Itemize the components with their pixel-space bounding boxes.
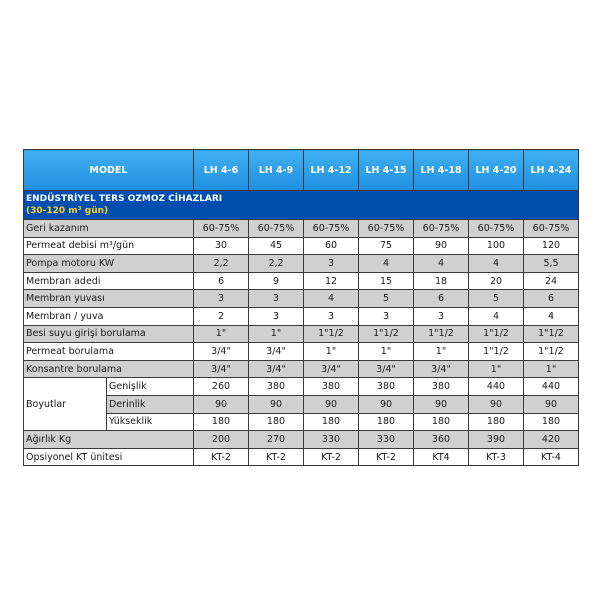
table-row (24, 272, 579, 290)
table-cell: 1"1/2 (359, 325, 414, 343)
table-cell: 5,5 (524, 255, 579, 273)
header-row (24, 150, 579, 191)
table-cell: 3 (249, 290, 304, 308)
table-cell: 1" (194, 325, 249, 343)
table-cell: 380 (304, 378, 359, 396)
model-header-cell: LH 4-18 (414, 150, 469, 191)
table-cell: 3/4" (249, 360, 304, 378)
table-cell: 1"1/2 (304, 325, 359, 343)
table-cell: 60-75% (414, 220, 469, 238)
table-row (24, 395, 579, 413)
table-cell: 3 (304, 307, 359, 325)
table-cell: 90 (414, 395, 469, 413)
model-header: MODEL (24, 150, 194, 191)
table-row (24, 431, 579, 449)
table-cell: 180 (469, 413, 524, 431)
table-cell: 4 (304, 290, 359, 308)
table-cell: 60-75% (524, 220, 579, 238)
table-cell: 2,2 (194, 255, 249, 273)
table-cell: 1"1/2 (524, 343, 579, 361)
table-cell: 270 (249, 431, 304, 449)
table-row (24, 307, 579, 325)
table-cell: 390 (469, 431, 524, 449)
table-cell: 2 (194, 307, 249, 325)
model-header-cell: LH 4-6 (194, 150, 249, 191)
row-label: Opsiyonel KT ünitesi (24, 448, 194, 466)
table-cell: 20 (469, 272, 524, 290)
row-label: Konsantre borulama (24, 360, 194, 378)
table-cell: 90 (469, 395, 524, 413)
row-label: Membran yuvası (24, 290, 194, 308)
table-cell: 330 (304, 431, 359, 449)
table-cell: 3 (304, 255, 359, 273)
table-row (24, 220, 579, 238)
table-cell: KT-2 (249, 448, 304, 466)
table-cell: 3/4" (249, 343, 304, 361)
row-label: Geri kazanım (24, 220, 194, 238)
table-cell: 5 (469, 290, 524, 308)
table-cell: 380 (249, 378, 304, 396)
section-row (24, 191, 579, 220)
table-row (24, 343, 579, 361)
table-cell: 60 (304, 237, 359, 255)
table-cell: 330 (359, 431, 414, 449)
table-cell: 4 (469, 307, 524, 325)
table-cell: 15 (359, 272, 414, 290)
table-cell: 3/4" (304, 360, 359, 378)
table-cell: 2,2 (249, 255, 304, 273)
dimension-label: Yükseklik (107, 413, 194, 431)
table-cell: 90 (249, 395, 304, 413)
table-cell: 12 (304, 272, 359, 290)
table-cell: 3/4" (359, 360, 414, 378)
table-cell: 90 (414, 237, 469, 255)
table-cell: 380 (359, 378, 414, 396)
table-cell: 30 (194, 237, 249, 255)
table-cell: 1"1/2 (414, 325, 469, 343)
table-cell: 440 (524, 378, 579, 396)
section-subtitle: (30-120 m³ gün) (26, 206, 109, 216)
table-cell: 120 (524, 237, 579, 255)
table-cell: 360 (414, 431, 469, 449)
boyutlar-label: Boyutlar (24, 378, 107, 431)
table-cell: 6 (524, 290, 579, 308)
row-label: Ağırlık Kg (24, 431, 194, 449)
table-cell: 4 (469, 255, 524, 273)
table-cell: 180 (304, 413, 359, 431)
row-label: Permeat borulama (24, 343, 194, 361)
table-cell: 60-75% (194, 220, 249, 238)
row-label: Membran / yuva (24, 307, 194, 325)
table-cell: KT4 (414, 448, 469, 466)
model-header-cell: LH 4-9 (249, 150, 304, 191)
table-cell: 100 (469, 237, 524, 255)
table-cell: 3/4" (194, 360, 249, 378)
row-label: Pompa motoru KW (24, 255, 194, 273)
table-cell: 380 (414, 378, 469, 396)
table-cell: 180 (359, 413, 414, 431)
model-header-cell: LH 4-20 (469, 150, 524, 191)
table-cell: 200 (194, 431, 249, 449)
table-cell: 3 (249, 307, 304, 325)
table-cell: 1" (414, 343, 469, 361)
table-cell: 1"1/2 (524, 325, 579, 343)
dimension-label: Derinlik (107, 395, 194, 413)
table-cell: 60-75% (249, 220, 304, 238)
table-cell: 180 (249, 413, 304, 431)
table-cell: 1" (524, 360, 579, 378)
table-cell: 6 (194, 272, 249, 290)
row-label: Permeat debisi m³/gün (24, 237, 194, 255)
table-row (24, 413, 579, 431)
table-cell: 420 (524, 431, 579, 449)
table-cell: 4 (359, 255, 414, 273)
model-header-cell: LH 4-15 (359, 150, 414, 191)
table-cell: 5 (359, 290, 414, 308)
table-row (24, 360, 579, 378)
table-cell: 3/4" (414, 360, 469, 378)
table-cell: 180 (194, 413, 249, 431)
spec-table (23, 149, 579, 466)
table-row (24, 448, 579, 466)
table-cell: 1"1/2 (469, 343, 524, 361)
table-cell: 1"1/2 (469, 325, 524, 343)
table-cell: 4 (524, 307, 579, 325)
table-cell: 90 (304, 395, 359, 413)
table-cell: 180 (414, 413, 469, 431)
table-cell: 1" (469, 360, 524, 378)
row-label: Besi suyu girişi borulama (24, 325, 194, 343)
table-row (24, 290, 579, 308)
table-cell: 90 (359, 395, 414, 413)
table-cell: 440 (469, 378, 524, 396)
table-cell: 260 (194, 378, 249, 396)
table-row (24, 237, 579, 255)
table-cell: 1" (249, 325, 304, 343)
section-cell (24, 191, 579, 220)
table-cell: 9 (249, 272, 304, 290)
table-cell: 45 (249, 237, 304, 255)
table-cell: KT-4 (524, 448, 579, 466)
table-cell: 6 (414, 290, 469, 308)
model-header-cell: LH 4-24 (524, 150, 579, 191)
table-cell: KT-2 (194, 448, 249, 466)
table-cell: 3 (194, 290, 249, 308)
table-cell: 60-75% (469, 220, 524, 238)
table-cell: 3 (414, 307, 469, 325)
table-cell: KT-3 (469, 448, 524, 466)
table-cell: 4 (414, 255, 469, 273)
table-row (24, 378, 579, 396)
table-cell: 3/4" (194, 343, 249, 361)
table-cell: 18 (414, 272, 469, 290)
section-title: ENDÜSTRİYEL TERS OZMOZ CİHAZLARI (26, 194, 223, 204)
table-cell: 3 (359, 307, 414, 325)
dimension-label: Genişlik (107, 378, 194, 396)
row-label: Membran adedi (24, 272, 194, 290)
table-cell: KT-2 (304, 448, 359, 466)
table-cell: 60-75% (359, 220, 414, 238)
model-header-cell: LH 4-12 (304, 150, 359, 191)
table-cell: 1" (359, 343, 414, 361)
table-cell: 1" (304, 343, 359, 361)
table-cell: 75 (359, 237, 414, 255)
table-cell: KT-2 (359, 448, 414, 466)
table-row (24, 255, 579, 273)
table-cell: 180 (524, 413, 579, 431)
table-cell: 90 (194, 395, 249, 413)
table-cell: 24 (524, 272, 579, 290)
table-row (24, 325, 579, 343)
table-body (24, 191, 579, 466)
table-cell: 90 (524, 395, 579, 413)
table-cell: 60-75% (304, 220, 359, 238)
